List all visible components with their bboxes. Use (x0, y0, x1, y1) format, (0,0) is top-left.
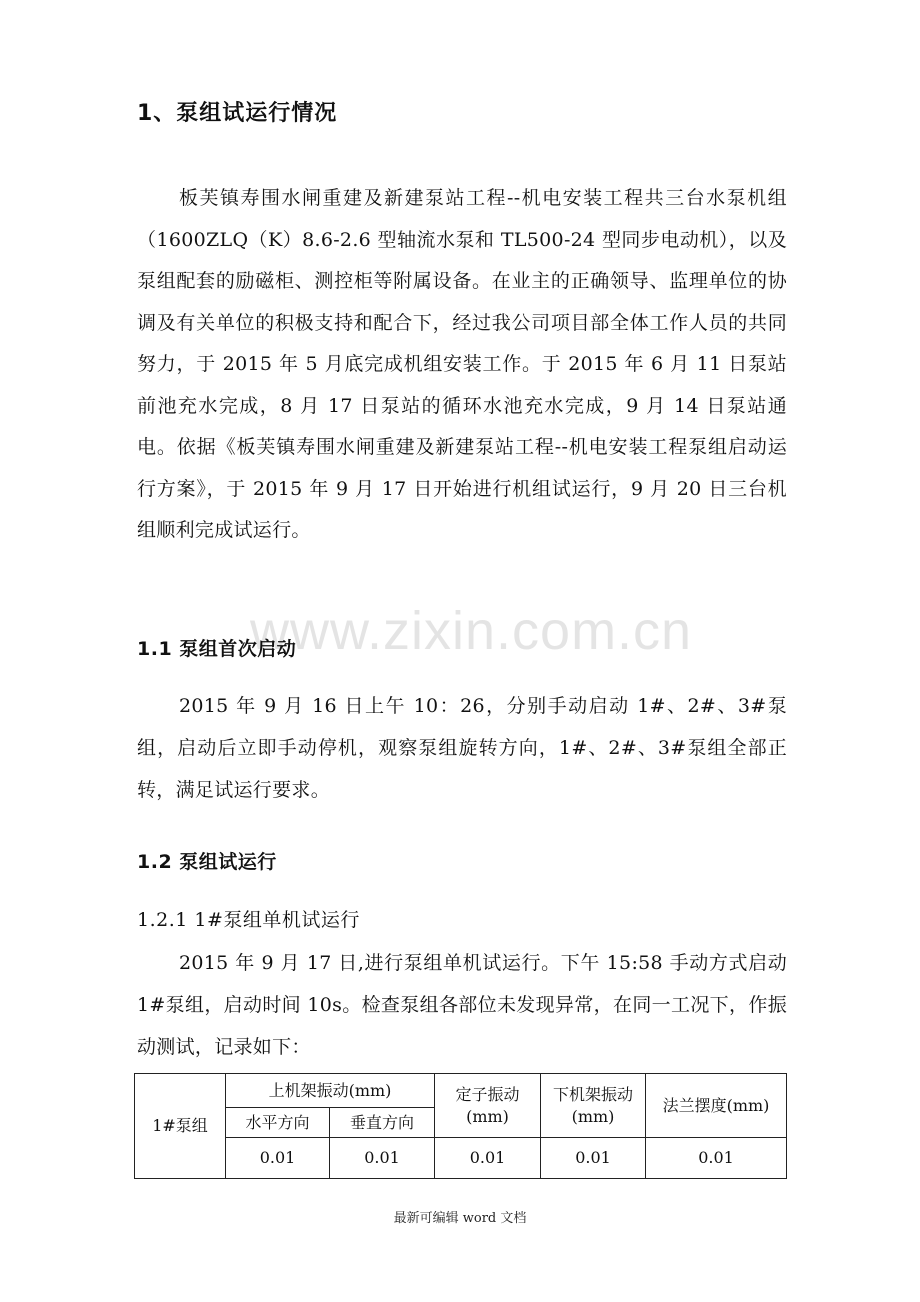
lower-frame-header: 下机架振动(mm) (541, 1074, 646, 1138)
vibration-table (134, 1073, 787, 1179)
upper-frame-header: 上机架振动(mm) (226, 1074, 435, 1108)
value-cell: 0.01 (226, 1138, 330, 1179)
value-cell: 0.01 (541, 1138, 646, 1179)
subsection-title-1-2: 1.2 泵组试运行 (137, 851, 277, 873)
subsection-title-1-2-1: 1.2.1 1#泵组单机试运行 (137, 909, 360, 931)
horizontal-header: 水平方向 (226, 1108, 330, 1138)
subsection-title-1-1: 1.1 泵组首次启动 (137, 638, 297, 660)
flange-header: 法兰摆度(mm) (646, 1074, 787, 1138)
stator-header: 定子振动(mm) (435, 1074, 541, 1138)
value-cell: 0.01 (330, 1138, 435, 1179)
value-cell: 0.01 (435, 1138, 541, 1179)
watermark: www.zixin.com.cn (250, 601, 693, 661)
value-cell: 0.01 (646, 1138, 787, 1179)
test-run-paragraph: 2015 年 9 月 17 日,进行泵组单机试运行。下午 15:58 手动方式启动 1#泵组，启动时间 10s。检查泵组各部位未发现异常，在同一工况下，作振动测试，记录如下： (137, 952, 787, 1058)
page-footer: 最新可编辑 word 文档 (393, 1211, 527, 1226)
pump-label-cell: 1#泵组 (135, 1074, 226, 1179)
section-title: 1、泵组试运行情况 (137, 101, 338, 126)
intro-paragraph: 板芙镇寿围水闸重建及新建泵站工程--机电安装工程共三台水泵机组（1600ZLQ（K）8.6-2.6 型轴流水泵和 TL500-24 型同步电动机），以及泵组配套的励磁柜、测控柜等附属设备。在业主的正确领导、监理单位的协调及有关单位的积极支持和配合下，经过我公司项目部全体工作人员的共同努力，于 2015 年 5 月底完成机组安装工作。于 2015 年 6 月 11 日泵站前池充水完成，8 月 17 日泵站的循环水池充水完成，9 月 14 日泵站通电。依据《板芙镇寿围水闸重建及新建泵站工程--机电安装工程泵组启动运行方案》，于 2015 年 9 月 17 日开始进行机组试运行，9 月 20 日三台机组顺利完成试运行。 (137, 187, 787, 541)
first-start-paragraph: 2015 年 9 月 16 日上午 10：26，分别手动启动 1#、2#、3#泵组，启动后立即手动停机，观察泵组旋转方向，1#、2#、3#泵组全部正转，满足试运行要求。 (137, 695, 787, 801)
vertical-header: 垂直方向 (330, 1108, 435, 1138)
